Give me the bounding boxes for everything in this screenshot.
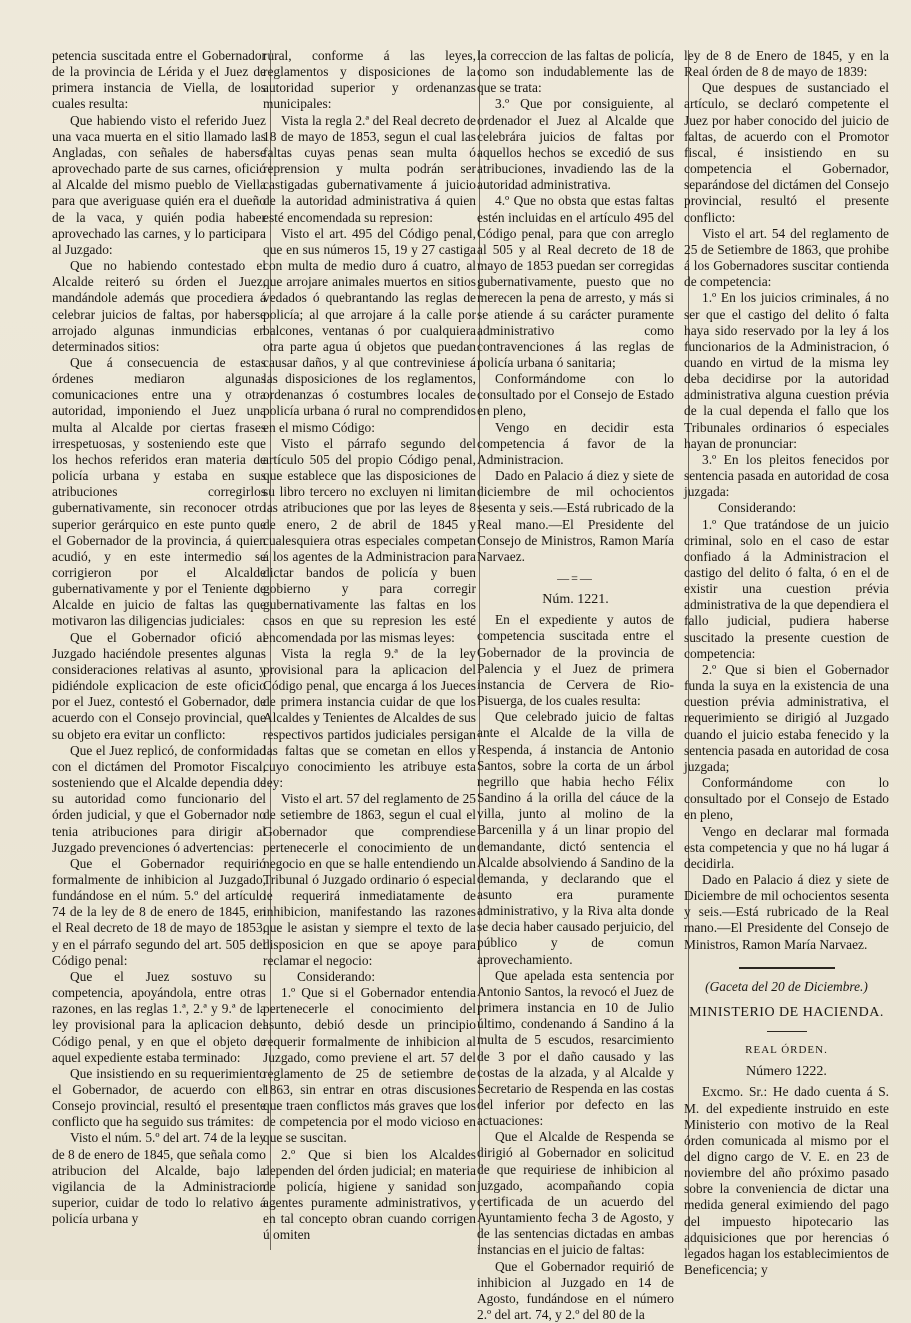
paragraph: Que el Alcalde de Respenda se dirigió al Gobernador en solicitud de que requiriese de inhibicion al juzgado, acompañando copia certificada de un acuerdo del Ayuntamiento fecha 3 de Agosto, y de las sentencias dictadas en ambas instancias en el juicio de faltas:	[477, 1129, 674, 1258]
paragraph: Conformándome con lo consultado por el Consejo de Estado en pleno,	[477, 371, 674, 419]
paragraph: 1.º Que si el Gobernador entendia pertenecerle el conocimiento del asunto, debió desde un principio requerir formalmente de inhibicion al Juzgado, como previene el art. 57 del reglamento de 25 de setiembre de 1863, sin entrar en otras discusiones que traen conflictos más graves que los de competencia por el modo vicioso en que se suscitan.	[263, 985, 476, 1146]
paragraph: ley de 8 de Enero de 1845, y en la Real órden de 8 de mayo de 1839:	[684, 48, 889, 80]
paragraph: Visto el art. 495 del Código penal, que en sus números 15, 19 y 27 castiga con multa de medio duro á cuatro, al que arrojare animales muertos en sitios vedados ó quebrantando las reglas de policía; al que arrojare á la calle por balcones, ventanas ó por cualquiera otra parte agua ú objetos que puedan causar daños, y al que contreviniese á las disposiciones de los reglamentos, ordenanzas ó costumbres locales de policía urbana ó rural no comprendidos en el mismo Código:	[263, 225, 476, 435]
text-column-3	[477, 48, 674, 1323]
ministry-heading: MINISTERIO DE HACIENDA.	[689, 1004, 884, 1020]
real-orden-heading: REAL ÓRDEN.	[745, 1044, 828, 1057]
paragraph: Vengo en declarar mal formada esta competencia y que no há lugar á decidirla.	[684, 823, 889, 871]
paragraph: 1.º Que tratándose de un juicio criminal, solo en el caso de estar confiado á la Administracion el castigo del delito ó falta, ó en el de existir una cuestion prévia administrativa de la que dependiera el fallo judicial, pudiera haberse suscitado la presente cuestion de competencia:	[684, 516, 889, 661]
paragraph: Que á consecuencia de estas órdenes mediaron algunas comunicaciones entre una y otra autoridad, imponiendo el Juez una multa al Alcalde por ciertas frases irrespetuosas, y sosteniendo este que los hechos referidos eran materia de policía urbana y estaba en sus atribuciones corregirlos gubernativamente, sin reconocer otro superior gerárquico en este punto que el Gobernador de la provincia, á quien acudió, y en este intermedio se corrigieron por el Alcalde gubernativamente y por el Teniente de Alcalde en juicio de faltas las que motivaron las diligencias judiciales:	[52, 354, 266, 629]
paragraph: petencia suscitada entre el Gobernador de la provincia de Lérida y el Juez de primera instancia de Viella, de los cuales resulta:	[52, 48, 266, 112]
paragraph: Que el Juez replicó, de conformidad con el dictámen del Promotor Fiscal, sosteniendo que el Alcalde dependia de su autoridad como funcionario del órden judicial, y que el Gobernador no tenia atribuciones para dirigir al Juzgado prevenciones ó advertencias:	[52, 742, 266, 855]
paragraph: Visto el párrafo segundo del artículo 505 del propio Código penal, que establece que las disposiciones de su libro tercero no excluyen ni limitan las atribuciones que por las leyes de 8 de enero, 2 de abril de 1845 y cualesquiera otras especiales competan á los agentes de la Administracion para dictar bandos de policía y buen gobierno y para corregir gubernativamente las faltas en los casos en que su represion les esté encomendada por las mismas leyes:	[263, 435, 476, 645]
paragraph: 1.º En los juicios criminales, á no ser que el castigo del delito ó falta haya sido reservado por la ley á los funcionarios de la Administracion, ó cuando en virtud de la misma ley deba decidirse por la autoridad administrativa alguna cuestion prévia de la cual dependa el fallo que los Tribunales ordinarios ó especiales hayan de pronunciar:	[684, 290, 889, 451]
paragraph: 2.º Que si bien el Gobernador funda la suya en la existencia de una cuestion prévia administrativa, el requerimiento se dirigió al Juzgado cuando el juicio estaba fenecido y la sentencia pasada en autoridad de cosa juzgada;	[684, 661, 889, 774]
text-column-2	[263, 48, 476, 1270]
paragraph: Que despues de sustanciado el artículo, se declaró competente el Juez por haber conocido del juicio de faltas, de acuerdo con el Promotor fiscal, é insistiendo en su competencia el Gobernador, separándose del dictámen del Consejo provincial, resultó el presente conflicto:	[684, 80, 889, 225]
paragraph: Que apelada esta sentencia por Antonio Santos, la revocó el Juez de primera instancia en 10 de Julio último, condenando á Sandino á la multa de 5 escudos, resarcimiento de 3 por el daño causado y las costas de la alzada, y al Alcalde y Secretario de Respenda en las costas del inferior por defecto en las actuaciones:	[477, 967, 674, 1129]
horizontal-rule	[739, 967, 835, 969]
paragraph: Conformándome con lo consultado por el Consejo de Estado en pleno,	[684, 775, 889, 823]
paragraph: 2.º Que si bien los Alcaldes dependen del órden judicial; en materia de policía, higiene y sanidad son agentes puramente administrativos, y en tal concepto obran cuando corrigen ú omiten	[263, 1146, 476, 1243]
paragraph: Visto el art. 57 del reglamento de 25 de setiembre de 1863, segun el cual el Gobernador que comprendiese pertenecerle el conocimiento de un negocio en que se halle entendiendo un Tribunal ó Juzgado ordinario ó especial le requerirá inmediatamente de inhibicion, manifestando las razones que le asistan y siempre el texto de la disposicion en que se apoye para reclamar el negocio:	[263, 791, 476, 968]
paragraph: 4.º Que no obsta que estas faltas estén incluidas en el artículo 495 del Código penal, para que con arreglo al 505 y al Real decreto de 18 de mayo de 1853 puedan ser corregidas gubernativamente, puesto que no merecen la pena de arresto, y más si se atiende á su carácter puramente administrativo como contravenciones á las reglas de policía urbana ó sanitaria;	[477, 193, 674, 370]
paragraph: Que el Gobernador ofició al Juzgado haciéndole presentes algunas consideraciones relativas al asunto, y pidiéndole explicacion de este oficio por el Juez, contestó el Gobernador, de acuerdo con el Consejo provincial, que su objeto era evitar un conflicto:	[52, 629, 266, 742]
decree-number: Número 1222.	[746, 1064, 827, 1080]
paragraph: Que no habiendo contestado el Alcalde reiteró su órden el Juez, mandándole además que procediera á celebrar juicios de faltas, por haberse arrojado algunas inmundicias en determinados sitios:	[52, 258, 266, 354]
paragraph: Vista la regla 2.ª del Real decreto de 18 de mayo de 1853, segun el cual las faltas cuyas penas sean multa ó reprension y multa podrán ser castigadas gubernativamente á juicio de la autoridad administrativa á quien esté encomendada su represion:	[263, 112, 476, 225]
paragraph: 3.º Que por consiguiente, al ordenador el Juez al Alcalde que celebrára juicios de faltas por aquellos hechos se excedió de sus atribuciones, invadiendo las de la autoridad administrativa.	[477, 96, 674, 193]
paragraph: rural, conforme á las leyes, reglamentos y disposiciones de la autoridad superior y ordenanzas municipales:	[263, 48, 476, 112]
paragraph: Que el Gobernador requirió de inhibicion al Juzgado en 14 de Agosto, fundándose en el número 2.º del art. 74, y 2.º del 80 de la	[477, 1258, 674, 1323]
paragraph: Dado en Palacio á diez y siete de Diciembre de mil ochocientos sesenta y seis.—Está rubricado de la Real mano.—El Presidente del Consejo de Ministros, Ramon María Narvaez.	[684, 871, 889, 952]
text-column-4	[684, 48, 889, 1278]
short-rule	[767, 1031, 807, 1032]
paragraph: Que celebrado juicio de faltas ante el Alcalde de la villa de Respenda, á instancia de Antonio Santos, sobre la corta de un árbol negrillo que habia hecho Félix Sandino á la orilla del cáuce de la villa, junto al molino de la Barcenilla y á un linar propio del demandante, dictó sentencia el Alcalde absolviendo á Sandino de la demanda, y declarando que el asunto era puramente administrativo, y la Riva alta donde se decia haber causado perjuicio, del público y de comun aprovechamiento.	[477, 709, 674, 967]
paragraph: Visto el núm. 5.º del art. 74 de la ley de 8 de enero de 1845, que señala como atribucion del Alcalde, bajo la vigilancia de la Administracion superior, cuidar de todo lo relativo á policía urbana y	[52, 1130, 266, 1227]
paragraph: Vista la regla 9.ª de la ley provisional para la aplicacion del Código penal, que encarga á los Jueces de primera instancia cuidar de que los Alcaldes y Tenientes de Alcaldes de sus respectivos partidos judiciales persigan las faltas que se cometan en ellos y cuyo conocimiento les atribuye esta ley:	[263, 645, 477, 791]
paragraph: Considerando:	[718, 500, 797, 516]
paragraph: Vengo en decidir esta competencia á favor de la Administracion.	[477, 419, 674, 467]
paragraph: Considerando:	[297, 968, 376, 984]
paragraph: Que insistiendo en su requerimiento el Gobernador, de acuerdo con el Consejo provincial, resultó el presente conflicto que ha seguido sus trámites:	[52, 1065, 266, 1130]
paragraph: la correccion de las faltas de policía, como son indudablemente las de que se trata:	[477, 48, 674, 96]
paragraph: Que el Juez sostuvo su competencia, apoyándola, entre otras razones, en las reglas 1.ª, 2.ª y 9.ª de la ley provisional para la aplicacion del Código penal, y en que el objeto de aquel expediente estaba terminado:	[52, 968, 266, 1065]
decree-number: Núm. 1221.	[542, 592, 609, 608]
section-separator: —=—	[557, 571, 594, 585]
paragraph: Excmo. Sr.: He dado cuenta á S. M. del expediente instruido en este Ministerio con motivo de la Real órden comunicada al mismo por el del digno cargo de V. E. en 23 de noviembre del año próximo pasado sobre la conveniencia de dictar una medida general eximiendo del pago del impuesto hipotecario las adquisiciones que por herencias ó legados hagan los establecimientos de Beneficencia; y	[684, 1084, 889, 1278]
paragraph: Dado en Palacio á diez y siete de diciembre de mil ochocientos sesenta y seis.—Está rubricado de la Real mano.—El Presidente del Consejo de Ministros, Ramon María Narvaez.	[477, 468, 674, 564]
paragraph: 3.º En los pleitos fenecidos por sentencia pasada en autoridad de cosa juzgada:	[684, 451, 889, 500]
paragraph: Que el Gobernador requirió formalmente de inhibicion al Juzgado, fundándose en el núm. 5.º del artículo 74 de la ley de 8 de enero de 1845, en el Real decreto de 18 de mayo de 1853, y en el párrafo segundo del art. 505 del Código penal:	[52, 855, 266, 968]
paragraph: En el expediente y autos de competencia suscitada entre el Gobernador de la provincia de Palencia y el Juez de primera instancia de Cervera de Rio-Pisuerga, de los cuales resulta:	[477, 612, 674, 709]
paragraph: Que habiendo visto el referido Juez una vaca muerta en el sitio llamado las Angladas, con señales de haberse aprovechado parte de sus carnes, ofició al Alcalde del mismo pueblo de Viella para que averiguase quién era el dueño de la vaca, y quién podia haber aprovechado las carnes, y lo participara al Juzgado:	[52, 112, 266, 257]
gazette-citation: (Gaceta del 20 de Diciembre.)	[705, 978, 868, 994]
paragraph: Visto el art. 54 del reglamento de 25 de Setiembre de 1863, que prohibe á los Gobernadores suscitar contienda de competencia:	[684, 225, 889, 290]
text-column-1	[52, 48, 266, 1270]
